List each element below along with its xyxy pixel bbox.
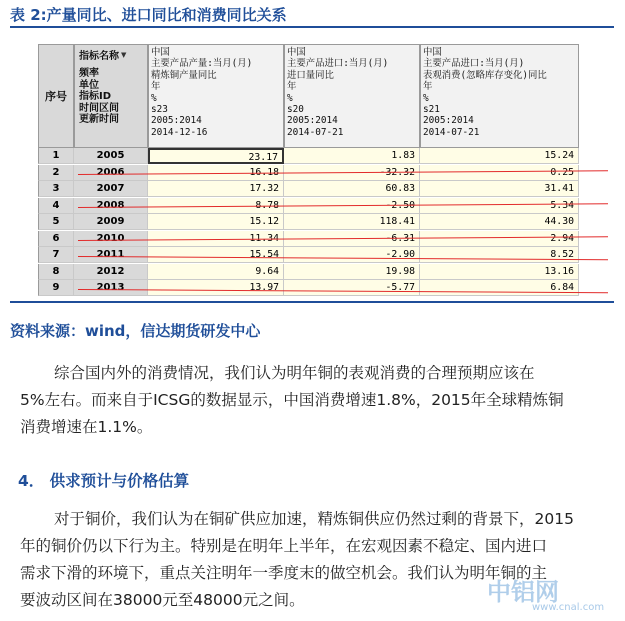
sort-arrow-icon[interactable]: ▼ <box>121 50 127 59</box>
row-year: 2007 <box>74 181 148 197</box>
data-cell[interactable]: 15.24 <box>420 148 579 164</box>
row-year: 2011 <box>74 247 148 263</box>
meta-label: 时间区间 <box>79 102 119 114</box>
data-cell[interactable]: -5.77 <box>284 280 420 296</box>
column-header-line: % <box>423 92 429 104</box>
row-index: 1 <box>38 148 74 164</box>
data-cell[interactable]: -6.31 <box>284 231 420 247</box>
column-header-3[interactable] <box>420 44 579 148</box>
row-year: 2009 <box>74 214 148 230</box>
column-header-line: 年 <box>423 81 433 93</box>
data-cell[interactable]: 6.84 <box>420 280 579 296</box>
row-index: 6 <box>38 231 74 247</box>
row-year: 2005 <box>74 148 148 164</box>
column-header-line: 2014-07-21 <box>423 126 480 138</box>
column-header-line: 2005:2014 <box>151 115 202 127</box>
data-cell[interactable]: 9.64 <box>148 264 284 280</box>
row-year: 2010 <box>74 231 148 247</box>
column-header-line: 主要产品进口:当月(月) <box>287 58 389 70</box>
source-note: 资料来源：wind，信达期货研发中心 <box>10 322 261 340</box>
data-cell[interactable]: 1.83 <box>284 148 420 164</box>
column-header-line: 2014-12-16 <box>151 126 208 138</box>
data-cell[interactable]: 15.12 <box>148 214 284 230</box>
data-cell[interactable]: 15.54 <box>148 247 284 263</box>
column-header-line: 中国 <box>151 47 170 58</box>
column-header-line: 主要产品进口:当月(月) <box>423 58 525 70</box>
paragraph-outlook-line-4: 要波动区间在38000元至48000元之间。 <box>20 591 305 609</box>
row-index: 2 <box>38 165 74 181</box>
row-index: 8 <box>38 264 74 280</box>
column-header-line: 主要产品产量:当月(月) <box>151 58 253 70</box>
data-cell[interactable]: -32.32 <box>284 165 420 181</box>
column-header-line: 中国 <box>287 47 306 58</box>
watermark-url: www.cnal.com <box>532 602 605 613</box>
column-header-line: s23 <box>151 104 168 116</box>
paragraph-consumption-line-3: 消费增速在1.1%。 <box>20 418 153 436</box>
data-cell[interactable]: -2.90 <box>284 247 420 263</box>
row-index: 3 <box>38 181 74 197</box>
column-header-line: s20 <box>287 104 304 116</box>
paragraph-outlook-line-1: 对于铜价，我们认为在铜矿供应加速，精炼铜供应仍然过剩的背景下，2015 <box>54 510 574 528</box>
column-header-line: 2014-07-21 <box>287 126 344 138</box>
column-header-2[interactable] <box>284 44 420 148</box>
data-cell[interactable]: 44.30 <box>420 214 579 230</box>
data-cell[interactable]: 8.52 <box>420 247 579 263</box>
data-cell[interactable]: 17.32 <box>148 181 284 197</box>
column-header-line: 2005:2014 <box>287 115 338 127</box>
data-cell[interactable]: 16.18 <box>148 165 284 181</box>
data-cell[interactable]: 13.16 <box>420 264 579 280</box>
column-header-line: 年 <box>287 81 297 93</box>
section-heading: 4． 供求预计与价格估算 <box>18 472 190 490</box>
data-cell[interactable]: 11.34 <box>148 231 284 247</box>
title-divider <box>10 26 614 28</box>
watermark-logo: 中铝网 <box>487 578 559 606</box>
meta-header <box>74 44 148 148</box>
column-header-line: % <box>287 92 293 104</box>
data-cell[interactable]: -2.50 <box>284 198 420 214</box>
column-header-line: 中国 <box>423 47 442 58</box>
row-index: 7 <box>38 247 74 263</box>
data-cell[interactable]: 2.94 <box>420 231 579 247</box>
meta-label: 指标ID <box>79 91 112 102</box>
column-header-line: s21 <box>423 104 440 116</box>
data-sheet <box>38 44 605 296</box>
indicator-name-label: 指标名称 <box>79 51 119 62</box>
row-index: 9 <box>38 280 74 296</box>
data-cell[interactable]: 118.41 <box>284 214 420 230</box>
row-year: 2006 <box>74 165 148 181</box>
row-index: 4 <box>38 198 74 214</box>
data-cell[interactable]: 0.25 <box>420 165 579 181</box>
data-cell[interactable]: 8.78 <box>148 198 284 214</box>
paragraph-outlook-line-3: 需求下滑的环境下，重点关注明年一季度末的做空机会。我们认为明年铜的主 <box>20 564 548 582</box>
data-cell[interactable]: 31.41 <box>420 181 579 197</box>
column-header-line: 年 <box>151 81 161 93</box>
column-header-1[interactable] <box>148 44 284 148</box>
column-header-line: 表观消费(忽略库存变化)同比 <box>423 69 547 81</box>
row-year: 2013 <box>74 280 148 296</box>
column-header-line: 2005:2014 <box>423 115 474 127</box>
paragraph-outlook-line-2: 年的铜价仍以下行为主。特别是在明年上半年，在宏观因素不稳定、国内进口 <box>20 537 548 555</box>
meta-labels <box>79 68 147 126</box>
row-year: 2012 <box>74 264 148 280</box>
row-year: 2008 <box>74 198 148 214</box>
data-cell[interactable]: 23.17 <box>148 148 284 164</box>
meta-label: 单位 <box>79 79 99 91</box>
index-header: 序号 <box>38 44 74 148</box>
data-cell[interactable]: 5.34 <box>420 198 579 214</box>
row-index: 5 <box>38 214 74 230</box>
data-cell[interactable]: 60.83 <box>284 181 420 197</box>
table-title: 表 2:产量同比、进口同比和消费同比关系 <box>10 6 287 24</box>
paragraph-consumption-line-2: 5%左右。而来自于ICSG的数据显示，中国消费增速1.8%，2015年全球精炼铜 <box>20 391 564 409</box>
table-bottom-divider <box>10 301 614 303</box>
column-header-line: 精炼铜产量同比 <box>151 69 217 81</box>
column-header-line: 进口量同比 <box>287 69 334 81</box>
column-header-line: % <box>151 92 157 104</box>
meta-label: 频率 <box>79 68 99 79</box>
paragraph-consumption-line-1: 综合国内外的消费情况，我们认为明年铜的表观消费的合理预期应该在 <box>54 364 535 382</box>
data-cell[interactable]: 19.98 <box>284 264 420 280</box>
meta-label: 更新时间 <box>79 114 119 125</box>
data-cell[interactable]: 13.97 <box>148 280 284 296</box>
